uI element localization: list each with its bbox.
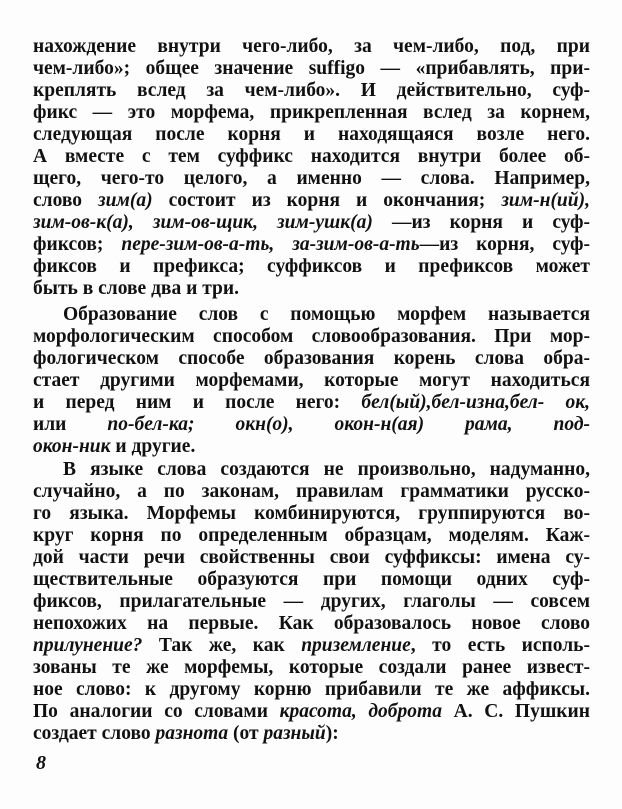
text-line <box>33 613 590 635</box>
italic-example: красота, доброта <box>279 701 442 722</box>
italic-example: окон-ник <box>33 436 111 457</box>
text-run: состоит из корня и окончания; <box>152 190 502 211</box>
text-line <box>33 657 590 679</box>
text-run: быть в слове два и три. <box>33 278 239 299</box>
text-line <box>33 591 590 613</box>
text-line <box>33 36 590 58</box>
italic-example: зим-н(ий), <box>501 190 590 211</box>
italic-example: пере-зим-ов-а-ть, за-зим-ов-а-ть <box>121 234 420 255</box>
text-line <box>33 459 590 481</box>
text-run: фикс — это морфема, прикрепленная вслед за корнем, <box>33 102 590 123</box>
text-line <box>33 481 590 503</box>
text-run: нахождение внутри чего-либо, за чем-либо, под, при <box>33 36 590 57</box>
text-line <box>33 304 590 326</box>
text-line <box>33 234 590 256</box>
text-run: стает другими морфемами, которые могут находиться <box>33 370 590 391</box>
text-run: ществительные образуются при помощи одних суф- <box>33 569 590 590</box>
text-run: и другие. <box>110 436 196 457</box>
text-run: ное слово: к другому корню прибавили те же аффиксы. <box>33 679 590 700</box>
text-line <box>33 370 590 392</box>
text-run: (от <box>228 723 264 744</box>
text-line <box>33 168 590 190</box>
text-line <box>33 190 590 212</box>
text-line <box>33 80 590 102</box>
text-run: фологическом способе образования корень слова обра- <box>33 348 590 369</box>
text-line <box>33 503 590 525</box>
text-run <box>195 414 236 435</box>
text-line <box>33 256 590 278</box>
text-run: фиксов; <box>33 234 122 255</box>
page-number: 8 <box>36 752 46 774</box>
text-line <box>33 436 590 458</box>
text-run: непохожих на первые. Как образовалось новое слово <box>33 613 590 634</box>
text-run: А. С. Пушкин <box>441 701 590 722</box>
text-line <box>33 102 590 124</box>
text-run: слово <box>33 190 99 211</box>
italic-example: окн(о), окон-н(ая) рама, под- <box>235 414 590 435</box>
text-run: фиксов, прилагательные — других, глаголы — совсем <box>33 591 590 612</box>
text-run: и перед ним и после него: <box>33 392 362 413</box>
italic-example: прилунение? <box>33 635 143 656</box>
text-line <box>33 348 590 370</box>
text-run: морфологическим способом словообразования. При мор- <box>33 326 590 347</box>
text-run: —из корня и суф- <box>372 212 590 233</box>
text-line <box>33 569 590 591</box>
text-run: зованы те же морфемы, которые создали ранее извест- <box>33 657 590 678</box>
text-run: Образование слов с помощью морфем называется <box>63 304 590 325</box>
text-line <box>33 635 590 657</box>
text-run: следующая после корня и находящаяся возле него. <box>33 124 590 145</box>
text-run: случайно, а по законам, правилам грамматики русско- <box>33 481 590 502</box>
text-line <box>33 326 590 348</box>
italic-example: разный <box>263 723 326 744</box>
text-line <box>33 547 590 569</box>
text-run: креплять вслед за чем-либо». И действительно, суф- <box>33 80 590 101</box>
italic-example: зим(а) <box>98 190 153 211</box>
italic-example: по-бел-ка; <box>107 414 195 435</box>
paragraph-morphological-method <box>33 304 590 458</box>
text-line <box>33 414 590 436</box>
text-run: чем-либо»; общее значение suffigo — «прибавлять, при- <box>33 58 590 79</box>
italic-example: разнота <box>155 723 229 744</box>
text-line <box>33 701 590 723</box>
text-run: фиксов и префикса; суффиксов и префиксов может <box>33 256 590 277</box>
text-line <box>33 723 590 745</box>
text-line <box>33 146 590 168</box>
text-run: А вместе с тем суффикс находится внутри более об- <box>33 146 590 167</box>
text-run: , то есть исполь- <box>410 635 590 656</box>
text-run: В языке слова создаются не произвольно, надуманно, <box>63 459 590 480</box>
paragraph-suffix-definition <box>33 36 590 300</box>
text-line <box>33 212 590 234</box>
text-run: создает слово <box>33 723 156 744</box>
text-run: щего, чего-то целого, а именно — слова. Например, <box>33 168 590 189</box>
italic-example: приземление <box>301 635 411 656</box>
text-run: круг корня по определенным образцам, моделям. Каж- <box>33 525 590 546</box>
italic-example: зим-ов-к(а), зим-ов-щик, зим-ушк(а) <box>33 212 373 233</box>
text-run: го языка. Морфемы комбинируются, группируются во- <box>33 503 590 524</box>
text-run: ): <box>325 723 339 744</box>
text-line <box>33 58 590 80</box>
text-run: Так же, как <box>142 635 302 656</box>
text-line <box>33 392 590 414</box>
text-run: —из корня, суф- <box>419 234 590 255</box>
text-line <box>33 525 590 547</box>
text-run: По аналогии со словами <box>33 701 280 722</box>
text-line <box>33 124 590 146</box>
paragraph-word-formation-laws <box>33 459 590 745</box>
text-line <box>33 679 590 701</box>
text-run: дой части речи свойственны свои суффиксы: имена су- <box>33 547 590 568</box>
text-run: или <box>33 414 108 435</box>
italic-example: бел(ый),бел-изна,бел- ок, <box>361 392 590 413</box>
text-line <box>33 278 590 300</box>
